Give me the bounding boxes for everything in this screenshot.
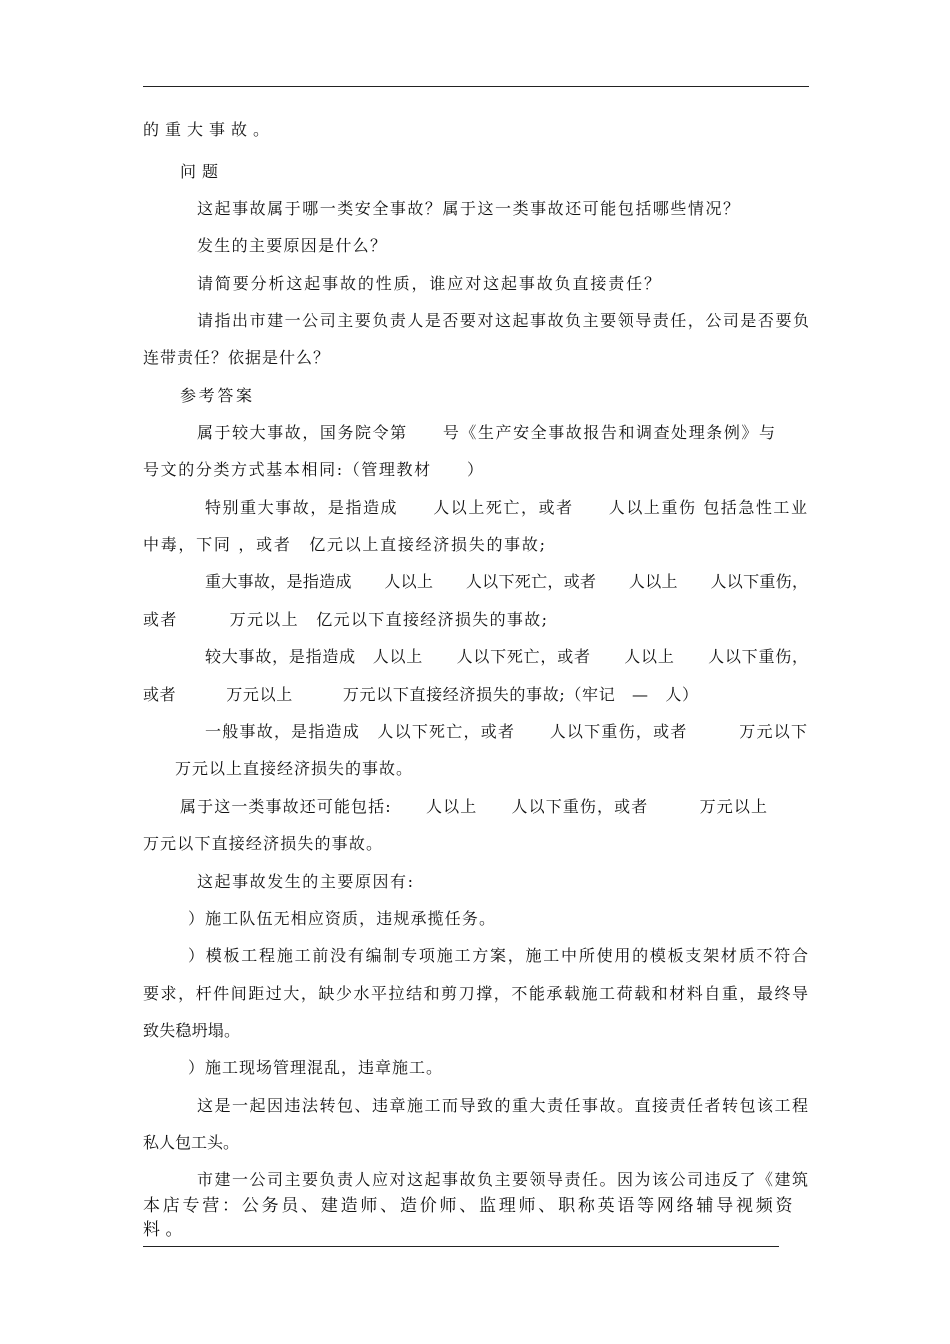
paragraph-line: 一般事故，是指造成 人以下死亡，或者 人以下重伤，或者 万元以下	[205, 722, 809, 741]
paragraph-line: 属于较大事故，国务院令第 号《生产安全事故报告和调查处理条例》与	[197, 423, 777, 442]
section-heading: 参考答案	[180, 386, 255, 405]
footer-line: 料。	[143, 1220, 188, 1240]
footer-line: 本店专营：公务员、建造师、造价师、监理师、职称英语等网络辅导视频资	[143, 1196, 796, 1216]
paragraph-line: 私人包工头。	[143, 1133, 239, 1152]
paragraph-line: 万元以下直接经济损失的事故。	[143, 834, 384, 853]
question-line: 请指出市建一公司主要负责人是否要对这起事故负主要领导责任，公司是否要负	[197, 311, 811, 330]
section-heading: 问题	[180, 162, 225, 181]
paragraph-line: 这起事故发生的主要原因有:	[197, 872, 415, 891]
paragraph-line: 或者 万元以上 万元以下直接经济损失的事故;（牢记 — 人）	[143, 685, 699, 704]
paragraph-line: 市建一公司主要负责人应对这起事故负主要领导责任。因为该公司违反了《建筑	[197, 1170, 810, 1189]
paragraph-line: 要求，杆件间距过大，缺少水平拉结和剪刀撑，不能承载施工荷载和材料自重，最终导	[143, 984, 810, 1003]
question-line: 连带责任？依据是什么？	[143, 348, 330, 367]
header-rule	[143, 86, 809, 87]
footer-rule	[143, 1246, 779, 1247]
list-item: ）模板工程施工前没有编制专项施工方案，施工中所使用的模板支架材质不符合	[188, 946, 810, 965]
paragraph-line: 致失稳坍塌。	[143, 1021, 241, 1040]
question-line: 这起事故属于哪一类安全事故？属于这一类事故还可能包括哪些情况？	[197, 199, 741, 218]
list-item: ）施工队伍无相应资质，违规承揽任务。	[188, 909, 497, 928]
paragraph-line: 或者 万元以上 亿元以下直接经济损失的事故;	[143, 610, 549, 629]
paragraph-line: 万元以上直接经济损失的事故。	[175, 759, 413, 778]
paragraph-line: 重大事故，是指造成 人以上 人以下死亡，或者 人以上 人以下重伤，	[205, 572, 809, 591]
question-line: 请简要分析这起事故的性质，谁应对这起事故负直接责任？	[197, 274, 662, 293]
question-line: 发生的主要原因是什么？	[197, 236, 388, 255]
list-item: ）施工现场管理混乱，违章施工。	[188, 1058, 443, 1077]
paragraph-line: 属于这一类事故还可能包括: 人以上 人以下重伤，或者 万元以上	[180, 797, 769, 816]
paragraph-line: 号文的分类方式基本相同:（管理教材 ）	[143, 460, 485, 479]
paragraph-line: 中毒，下同 ，或者 亿元以上直接经济损失的事故;	[143, 535, 547, 554]
paragraph-line: 的重大事故。	[143, 120, 276, 139]
paragraph-line: 特别重大事故，是指造成 人以上死亡，或者 人以上重伤 包括急性工业	[205, 498, 809, 517]
paragraph-line: 较大事故，是指造成 人以上 人以下死亡，或者 人以上 人以下重伤，	[205, 647, 809, 666]
paragraph-line: 这是一起因违法转包、违章施工而导致的重大责任事故。直接责任者转包该工程	[197, 1096, 810, 1115]
